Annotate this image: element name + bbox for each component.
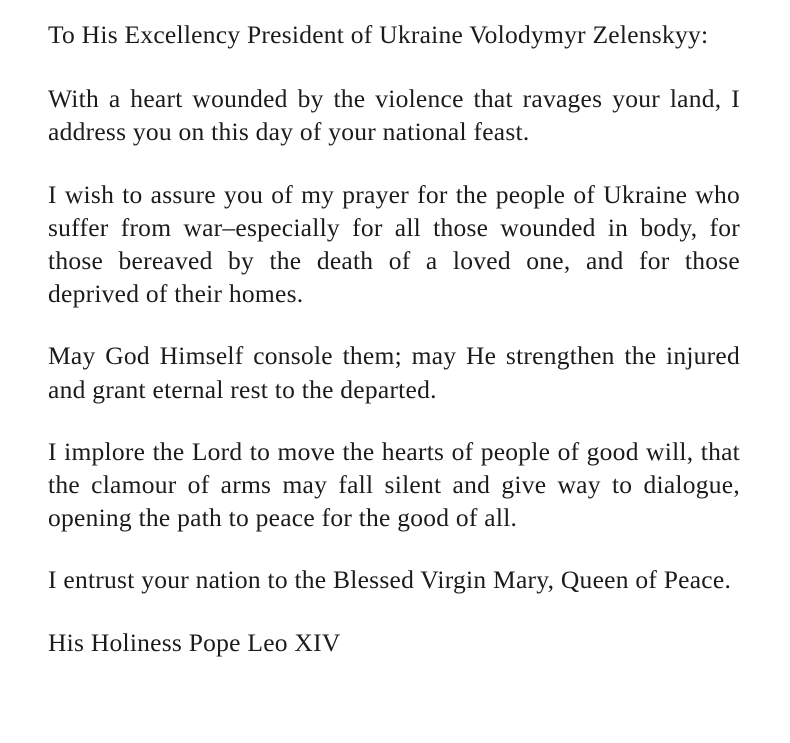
letter-paragraph-consolation: May God Himself console them; may He strengthen the injured and grant eternal rest to the departed.: [48, 341, 740, 404]
letter-salutation: To His Excellency President of Ukraine Volodymyr Zelenskyy:: [48, 20, 709, 49]
letter-signature: His Holiness Pope Leo XIV: [48, 627, 341, 657]
letter-paragraph-opening: With a heart wounded by the violence that ravages your land, I address you on this day of your national feast.: [48, 84, 740, 147]
letter-body: [48, 18, 740, 659]
letter-paragraph-prayer-assurance: I wish to assure you of my prayer for the people of Ukraine who suffer from war–especially for all those wounded in body, for those bereaved by the death of a loved one, and for those deprived of their homes.: [48, 179, 740, 309]
letter-paragraph-appeal-for-peace: I implore the Lord to move the hearts of people of good will, that the clamour of arms may fall silent and give way to dialogue, opening the path to peace for the good of all.: [48, 436, 740, 533]
letter-paragraph-entrustment: I entrust your nation to the Blessed Virgin Mary, Queen of Peace.: [48, 565, 732, 595]
